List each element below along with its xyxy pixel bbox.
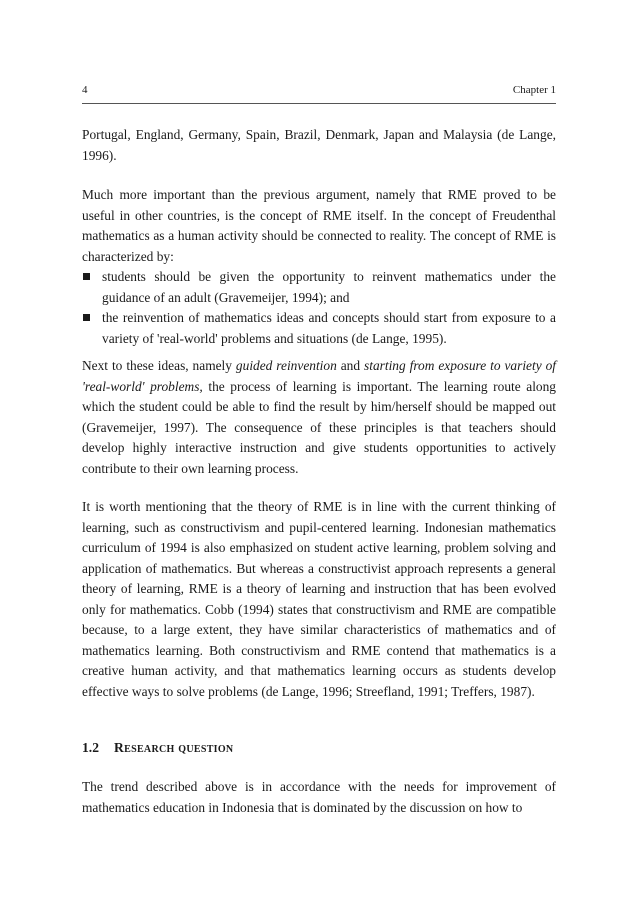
section-title: Research question [114, 740, 234, 755]
section-number: 1.2 [82, 740, 99, 755]
paragraph-6-text: The trend described above is in accordance with the needs for improvement of mathematics education in Indonesia that is dominated by the discussion on how to [82, 779, 556, 815]
paragraph-3-part-a: Next to these ideas, namely [82, 358, 236, 373]
list-item-text: the reinvention of mathematics ideas and concepts should start from exposure to a variety of 'real-world' problems and situations (de Lange, 1995). [102, 310, 556, 346]
paragraph-2 [82, 185, 556, 349]
page-number: 4 [82, 84, 88, 96]
page-header [82, 84, 556, 96]
guided-reinvention-term: guided reinvention [235, 358, 337, 373]
chapter-label: Chapter 1 [512, 84, 556, 96]
paragraph-3-text [82, 356, 556, 479]
list-item-text: students should be given the opportunity to reinvent mathematics under the guidance of an adult (Gravemeijer, 1994); and [102, 269, 556, 305]
paragraph-3 [82, 356, 556, 479]
list-item [82, 267, 556, 308]
paragraph-4-text: It is worth mentioning that the theory of RME is in line with the current thinking of learning, such as constructivism and pupil-centered learning. Indonesian mathematics curriculum of 1994 is also emphasized on student active learning, problem solving and application of mathematics. But whereas a constructivist approach represents a general theory of learning, RME is a theory of learning and instruction that has been evolved only for mathematics. Cobb (1994) states that constructivism and RME are compatible because, to a large extent, they have similar characteristics of mathematics and of mathematics learning. Both constructivism and RME contend that mathematics is a creative human activity, and that mathematics learning occurs as students develop effective ways to solve problems (de Lange, 1996; Streefland, 1991; Treffers, 1987). [82, 499, 556, 699]
list-item [82, 308, 556, 349]
paragraph-1-text: Portugal, England, Germany, Spain, Brazil, Denmark, Japan and Malaysia (de Lange, 1996). [82, 127, 556, 163]
paragraph-4 [82, 497, 556, 702]
paragraph-6 [82, 777, 556, 818]
paragraph-3-part-b: and [336, 358, 365, 373]
paragraph-3-part-c: the process of learning is important. The learning route along which the student could be able to find the result by him/herself should be mapped out (Gravemeijer, 1997). The consequence of these principles is that teachers should develop highly interactive instruction and give students opportunities to actively contribute to their own learning process. [82, 378, 557, 476]
real-world-problems-term: starting from exposure to variety of 'real-world' problems, [82, 358, 557, 394]
paragraph-2-text: Much more important than the previous argument, namely that RME proved to be useful in other countries, is the concept of RME itself. In the concept of Freudenthal mathematics as a human activity should be connected to reality. The concept of RME is characterized by: [82, 187, 556, 264]
square-bullet-icon [83, 273, 90, 280]
square-bullet-icon [83, 314, 90, 321]
section-heading [82, 740, 556, 756]
header-rule [82, 103, 556, 104]
paragraph-1 [82, 125, 556, 166]
characteristics-list [82, 267, 556, 349]
